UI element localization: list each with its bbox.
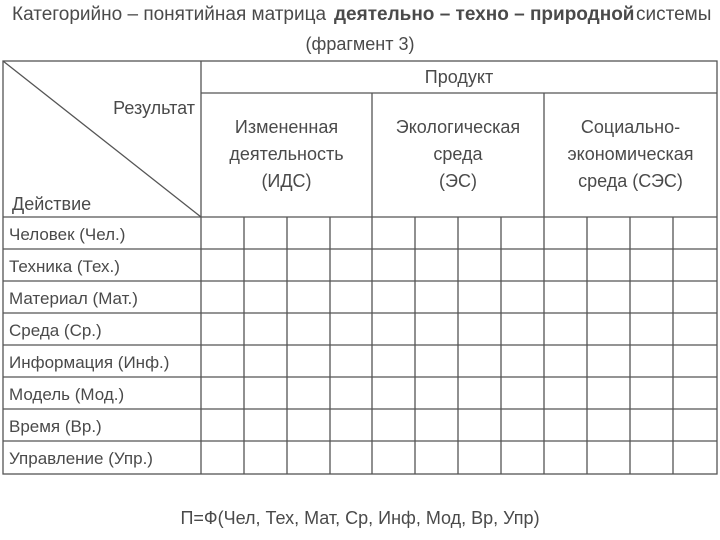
column-header-ids: Измененная деятельность (ИДС)	[229, 117, 344, 191]
row-label-teh: Техника (Тех.)	[9, 257, 120, 276]
row-label-sr: Среда (Ср.)	[9, 321, 102, 340]
column-header-es: Экологическая среда (ЭС)	[395, 117, 521, 191]
product-header: Продукт	[424, 67, 494, 87]
row-label-mat: Материал (Мат.)	[9, 289, 138, 308]
column-header-ses: Социально- экономическая среда (СЭС)	[567, 117, 694, 191]
row-label-upr: Управление (Упр.)	[9, 449, 153, 468]
document-subtitle: (фрагмент 3)	[305, 34, 415, 54]
title-part-2: деятельно – техно – природной	[334, 4, 635, 25]
row-label-vr: Время (Вр.)	[9, 417, 102, 436]
corner-action-label: Действие	[12, 194, 92, 214]
title-part-3: системы	[636, 4, 712, 25]
row-label-inf: Информация (Инф.)	[9, 353, 170, 372]
title-part-1: Категорийно – понятийная матрица	[12, 4, 327, 25]
row-label-mod: Модель (Мод.)	[9, 385, 125, 404]
corner-result-label: Результат	[113, 98, 195, 118]
row-label-chel: Человек (Чел.)	[9, 225, 126, 244]
product-formula: П=Ф(Чел, Тех, Мат, Ср, Инф, Мод, Вр, Упр)	[180, 508, 540, 528]
